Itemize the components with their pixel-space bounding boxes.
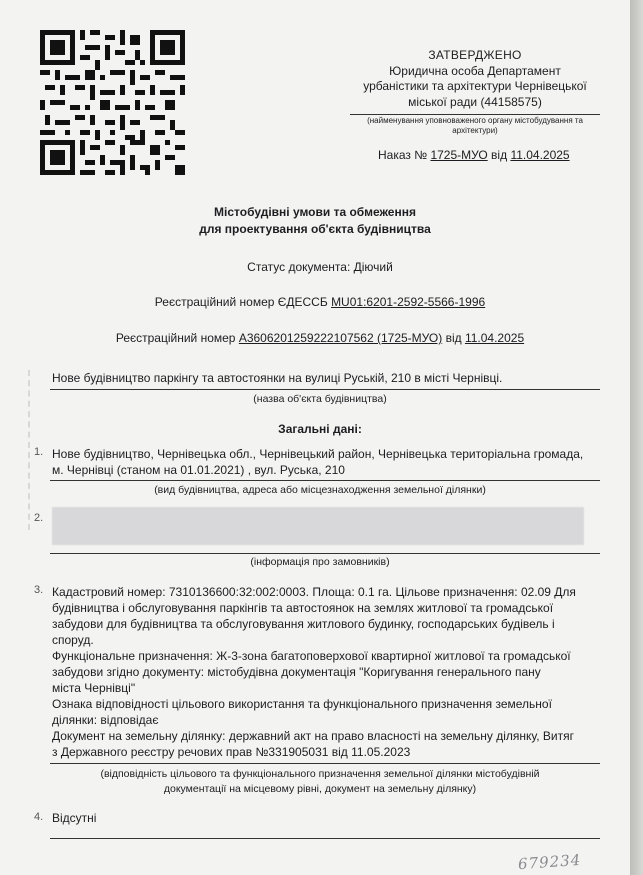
qr-code-icon: [40, 30, 185, 175]
binding-thread: [28, 370, 34, 530]
approval-divider: [350, 114, 600, 115]
registration-number: А3606201259222107562 (1725-МУО): [238, 331, 443, 345]
item-1-underline: [50, 480, 600, 481]
edessb-number: MU01:6201-2592-5566-1996: [331, 295, 486, 309]
item-3-line: споруд.: [52, 633, 94, 647]
document-status: Статус документа: Діючий: [247, 260, 393, 274]
order-number: 1725-МУО: [430, 148, 488, 162]
approval-caption-2: архітектури): [452, 126, 498, 135]
item-3-underline: [50, 763, 600, 764]
item-3-line: Функціональне призначення: Ж-3-зона багатоповерхової квартирної житлової та громадської: [52, 649, 571, 663]
edessb-number-line: [0, 295, 640, 309]
item-3-line: забудови згідно документу: містобудівна документація "Коригування генерального пану: [52, 665, 541, 679]
order-from: від: [491, 148, 508, 162]
object-name: Нове будівництво паркінгу та автостоянки на вулиці Руській, 210 в місті Чернівці.: [52, 371, 503, 385]
object-caption: (назва об'єкта будівництва): [253, 393, 387, 405]
general-data-heading: Загальні дані:: [278, 422, 362, 436]
item-3-line: забудови для будівництва та обслуговування житлового будинку, господарських будівель і: [52, 617, 555, 631]
redacted-customer-info: [52, 507, 584, 545]
item-4-underline: [50, 838, 600, 839]
order-reference: [378, 148, 570, 162]
item-3-line: з Державного реєстру речових прав №331905031 від 11.05.2023: [52, 745, 411, 759]
item-2-number: 2.: [34, 512, 44, 524]
registration-date: 11.04.2025: [464, 331, 525, 345]
item-2-underline: [50, 553, 600, 554]
registration-from: від: [445, 331, 462, 345]
approval-block: [350, 48, 600, 136]
order-prefix: Наказ №: [378, 148, 428, 162]
order-date: 11.04.2025: [510, 148, 570, 162]
item-3-caption-1: (відповідність цільового та функціонального призначення земельної ділянки містобудівній: [100, 768, 540, 780]
item-1-caption: (вид будівництва, адреса або місцезнаходження земельної ділянки): [154, 484, 486, 496]
item-3-line: Ознака відповідності цільового використання та функціонального призначення земельної: [52, 697, 552, 711]
title-line-2: для проектування об'єкта будівництва: [199, 222, 431, 236]
item-1-number: 1.: [34, 446, 44, 458]
item-1-line-1: Нове будівництво, Чернівецька обл., Чернівецький район, Чернівецька територіальна громада,: [52, 447, 584, 461]
title-line-1: Містобудівні умови та обмеження: [214, 205, 416, 219]
approval-line-2: урбаністики та архітектури Чернівецької: [363, 79, 587, 93]
item-3-number: 3.: [34, 584, 44, 596]
approval-line-1: Юридична особа Департамент: [389, 63, 561, 78]
item-3-line: будівництва і обслуговування паркінгів та автостоянок на землях житлової та громадської: [52, 601, 554, 615]
page-edge: [630, 0, 643, 875]
item-1-line-2: м. Чернівці (станом на 01.01.2021) , вул. Руська, 210: [52, 463, 345, 477]
registration-number-line: [0, 331, 640, 345]
item-4-text: Відсутні: [52, 811, 97, 825]
object-name-underline: [50, 389, 600, 390]
item-3-caption-2: документації на місцевому рівні, документ на земельну ділянку): [163, 783, 477, 795]
registration-label: Реєстраційний номер: [115, 331, 236, 345]
approval-line-3: міської ради (44158575): [408, 94, 542, 109]
edessb-label: Реєстраційний номер ЄДЕССБ: [154, 295, 328, 309]
approval-heading: ЗАТВЕРДЖЕНО: [428, 48, 522, 62]
item-3-line: міста Чернівці": [52, 681, 136, 695]
item-3-line: Документ на земельну ділянку: державний акт на право власності на земельну ділянку, Витяг: [52, 729, 574, 743]
handwritten-number: 679234: [517, 850, 582, 874]
document-title: [0, 204, 630, 238]
approval-caption-1: (найменування уповноваженого органу містобудування та: [367, 116, 583, 125]
item-2-caption: (інформація про замовників): [250, 556, 390, 568]
item-4-number: 4.: [34, 811, 44, 823]
item-3-line: Кадастровий номер: 7310136600:32:002:0003. Площа: 0.1 га. Цільове призначення: 02.09 Для: [52, 585, 576, 599]
item-3-line: ділянки: відповідає: [52, 713, 159, 727]
